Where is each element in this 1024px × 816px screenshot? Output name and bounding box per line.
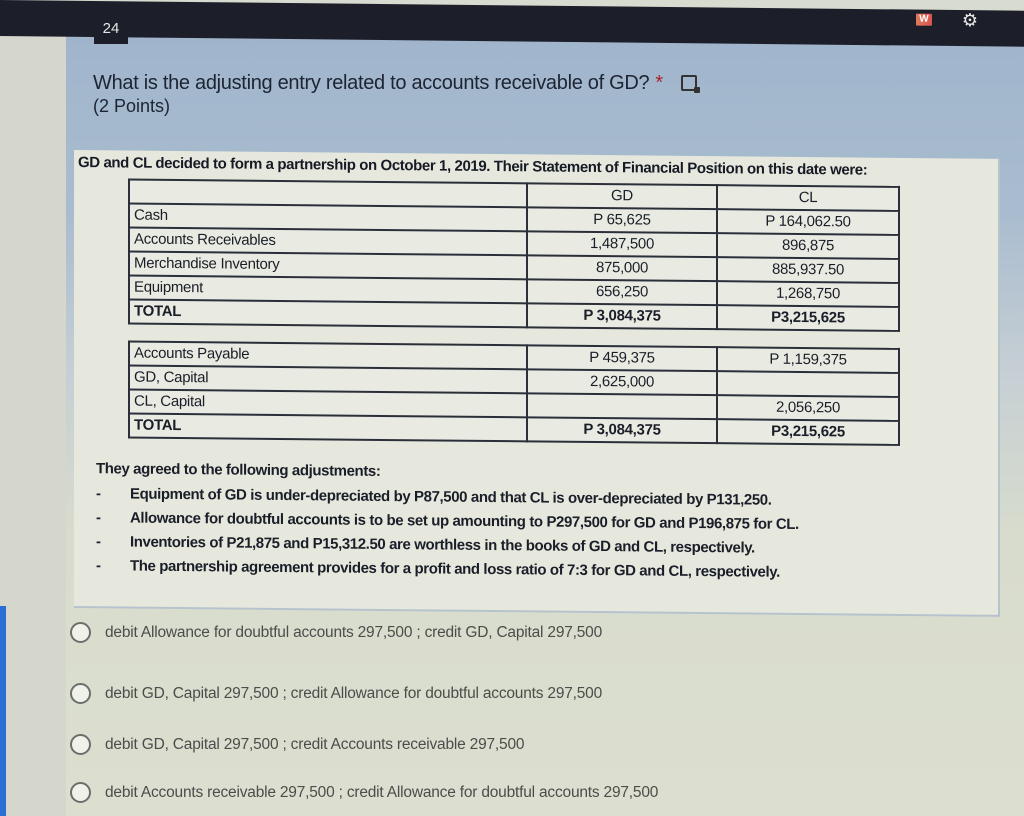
gd-value	[527, 393, 717, 419]
adjustments-title: They agreed to the following adjustments:	[96, 460, 381, 480]
question-number: 24	[94, 14, 128, 44]
row-label: GD, Capital	[129, 366, 527, 394]
gd-value: P 459,375	[527, 345, 717, 371]
cl-value: 885,937.50	[717, 257, 899, 283]
row-label: Cash	[129, 204, 527, 232]
cl-value: P 1,159,375	[717, 347, 899, 373]
row-label: TOTAL	[129, 300, 527, 328]
row-label: CL, Capital	[129, 390, 527, 418]
gd-value: 1,487,500	[527, 231, 717, 257]
adjustment-text: The partnership agreement provides for a profit and loss ratio of 7:3 for GD and CL, respectively.	[130, 557, 780, 581]
row-label: Merchandise Inventory	[129, 252, 527, 280]
adjustment-text: Allowance for doubtful accounts is to be set up amounting to P297,500 for GD and P196,875 for CL.	[130, 509, 799, 533]
assets-table	[128, 179, 900, 332]
office-icon[interactable]: W	[916, 14, 932, 26]
row-label: Equipment	[129, 276, 527, 304]
adjustment-text: Inventories of P21,875 and P15,312.50 are worthless in the books of GD and CL, respectively.	[130, 533, 755, 557]
cl-value: P3,215,625	[717, 305, 899, 331]
gd-value: 875,000	[527, 255, 717, 281]
radio-button[interactable]	[70, 683, 91, 704]
list-item: - Inventories of P21,875 and P15,312.50 are worthless in the books of GD and CL, respectively.	[96, 533, 755, 557]
immersive-reader-icon[interactable]	[681, 75, 697, 91]
gd-value: 656,250	[527, 279, 717, 305]
cl-value: P3,215,625	[717, 419, 899, 445]
gd-value: 2,625,000	[527, 369, 717, 395]
list-item: - Equipment of GD is under-depreciated by P87,500 and that CL is over-depreciated by P131,250.	[96, 485, 772, 509]
radio-button[interactable]	[70, 734, 91, 755]
gd-value: P 3,084,375	[527, 303, 717, 329]
cl-value: 896,875	[717, 233, 899, 259]
required-marker: *	[655, 72, 663, 94]
option-label[interactable]: debit GD, Capital 297,500 ; credit Allowance for doubtful accounts 297,500	[105, 684, 603, 702]
table-header-cell: CL	[717, 185, 899, 211]
question-text: What is the adjusting entry related to accounts receivable of GD?	[93, 72, 650, 94]
option-4[interactable]	[70, 782, 658, 803]
adjustment-text: Equipment of GD is under-depreciated by P87,500 and that CL is over-depreciated by P131,250.	[130, 485, 772, 509]
cl-value: 2,056,250	[717, 395, 899, 421]
option-2[interactable]	[70, 683, 602, 704]
gd-value: P 65,625	[527, 207, 717, 233]
left-margin	[0, 6, 66, 816]
row-label: Accounts Payable	[129, 342, 527, 370]
option-label[interactable]: debit Accounts receivable 297,500 ; credit Allowance for doubtful accounts 297,500	[105, 783, 659, 801]
problem-intro: GD and CL decided to form a partnership on October 1, 2019. Their Statement of Financial Position on this date were:	[78, 154, 868, 179]
cl-value: P 164,062.50	[717, 209, 899, 235]
table-header-cell: GD	[527, 183, 717, 209]
question-points: (2 Points)	[93, 96, 171, 116]
list-item: - Allowance for doubtful accounts is to be set up amounting to P297,500 for GD and P196,875 for CL.	[96, 509, 799, 533]
option-label[interactable]: debit GD, Capital 297,500 ; credit Accounts receivable 297,500	[105, 735, 525, 753]
row-label: Accounts Receivables	[129, 228, 527, 256]
cl-value	[717, 371, 899, 397]
question-title	[93, 72, 793, 95]
row-label: TOTAL	[129, 414, 527, 442]
sidebar-edge	[0, 606, 6, 816]
option-label[interactable]: debit Allowance for doubtful accounts 297,500 ; credit GD, Capital 297,500	[105, 623, 603, 641]
option-1[interactable]	[70, 622, 602, 643]
cl-value: 1,268,750	[717, 281, 899, 307]
option-3[interactable]	[70, 734, 524, 755]
gd-value: P 3,084,375	[527, 417, 717, 443]
adjustments-list	[96, 482, 799, 585]
radio-button[interactable]	[70, 622, 91, 643]
question-image	[74, 150, 1000, 617]
list-item: - The partnership agreement provides for a profit and loss ratio of 7:3 for GD and CL, respectively.	[96, 557, 780, 581]
radio-button[interactable]	[70, 782, 91, 803]
liabilities-table	[128, 341, 900, 446]
gear-icon[interactable]: ⚙	[961, 10, 979, 31]
